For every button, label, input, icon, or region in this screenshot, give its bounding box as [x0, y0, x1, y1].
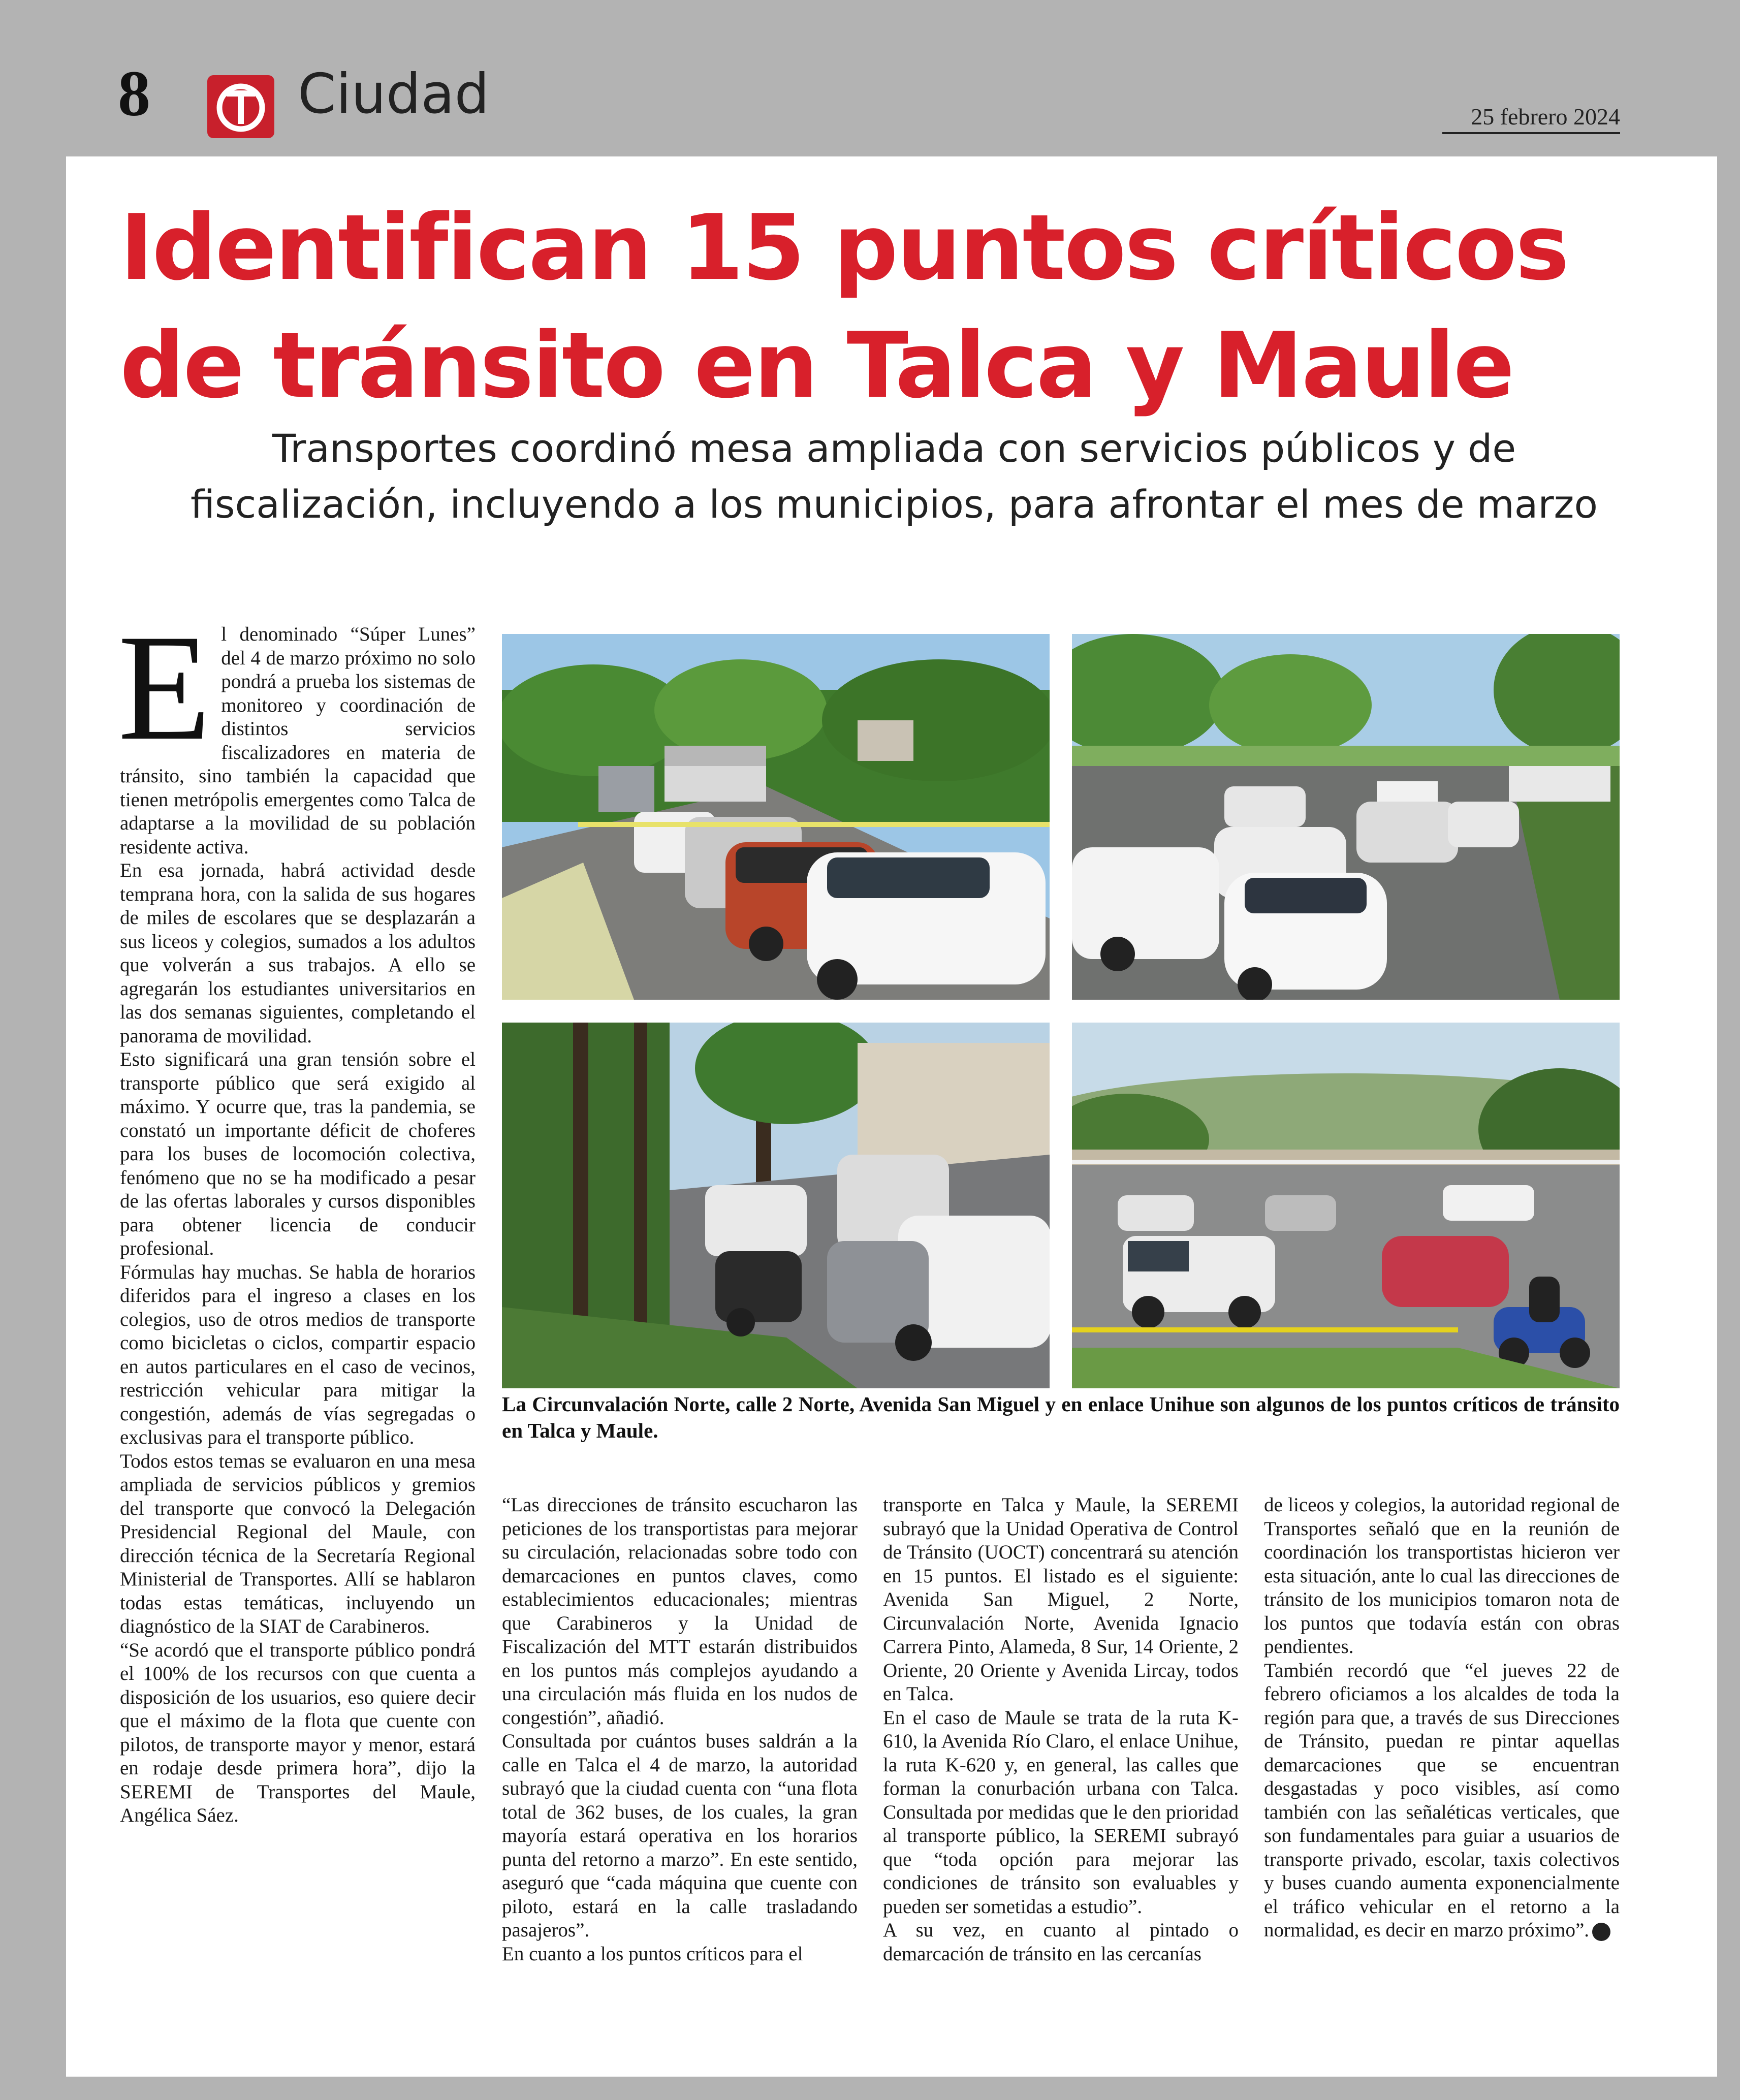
traffic-photo-circunvalacion [502, 634, 1050, 1000]
paragraph: En esa jornada, habrá actividad desde temprana hora, con la salida de sus hogares de miles de escolares que se desplazarán a sus liceos y colegios, sumados a los adultos que volverán a sus trabajos. A ello se agregarán los estudiantes universitarios en las dos semanas siguientes, completando el panorama de movilidad. [120, 860, 476, 1047]
end-of-article-icon [1592, 1923, 1610, 1941]
traffic-photo-san-miguel [502, 1023, 1050, 1388]
newspaper-logo-icon [207, 75, 274, 138]
paragraph: También recordó que “el jueves 22 de febrero oficiamos a los alcaldes de toda la región para que, a través de sus Direcciones de Tránsito, puedan re pintar aquellas demarcaciones que se encuentran desgastadas y poco visibles, así como también con las señaléticas verticales, que son fundamentales para guiar a usuarios de transporte privado, escolar, taxis colectivos y buses cuando aumenta exponencialmente el tráfico vehicular en el retorno a la normalidad, es decir en marzo próximo”. [1264, 1659, 1620, 1941]
headline [120, 189, 1695, 425]
text-column-2 [502, 1493, 858, 1966]
section-label: Ciudad [298, 62, 490, 126]
headline-line-2: de tránsito en Talca y Maule [120, 313, 1513, 418]
text-column-4 [1264, 1493, 1620, 1943]
paragraph: “Las direcciones de tránsito escucharon las peticiones de los transportistas para mejorar su circulación, relacionadas sobre todo con demarcaciones en puntos claves, como establecimientos educacionales; mientras que Carabineros y la Unidad de Fiscalización del MTT estarán distribuidos en los puntos más complejos ayudando a una circulación más fluida en los nudos de congestión”, añadió. [502, 1494, 858, 1729]
paragraph: Esto significará una gran tensión sobre el transporte público que será exigido al máximo. Y ocurre que, tras la pandemia, se constató un importante déficit de choferes para los buses de locomoción colectiva, fenómeno que no se ha modificado a pesar de las ofertas laborales y cursos disponibles para obtener licencia de conducir profesional. [120, 1048, 476, 1259]
paragraph: Todos estos temas se evaluaron en una mesa ampliada de servicios públicos y gremios del transporte que convocó la Delegación Presidencial Regional del Maule, con dirección técnica de la Secretaría Regional Ministerial de Transportes. Allí se hablaron todas estas temáticas, incluyendo un diagnóstico de la SIAT de Carabineros. [120, 1450, 476, 1637]
article-sheet [66, 156, 1717, 2077]
subtitle: Transportes coordinó mesa ampliada con servicios públicos y de fiscalización, incluyendo a los municipios, para afrontar el mes de marzo [191, 426, 1598, 527]
paragraph: En el caso de Maule se trata de la ruta K-610, la Avenida Río Claro, el enlace Unihue, la ruta K-620 y, en general, las calles que forman la conurbación urbana con Talca. Consultada por medidas que le den prioridad al transporte público, la SEREMI subrayó que “toda opción para mejorar las condiciones de tránsito son evaluables y pueden ser sometidas a estudio”. [883, 1706, 1239, 1918]
text-column-1 [118, 603, 476, 1828]
paragraph: transporte en Talca y Maule, la SEREMI subrayó que la Unidad Operativa de Control de Tránsito (UOCT) concentrará su atención en 15 puntos. El listado es el siguiente: Avenida San Miguel, 2 Norte, Circunvalación Norte, Avenida Ignacio Carrera Pinto, Alameda, 8 Sur, 14 Oriente, 2 Oriente, 20 Oriente y Avenida Lircay, todos en Talca. [883, 1494, 1239, 1705]
paragraph: Fórmulas hay muchas. Se habla de horarios diferidos para el ingreso a clases en los colegios, uso de otros medios de transporte como bicicletas o ciclos, compartir espacio en autos particulares en el caso de vecinos, restricción vehicular para mitigar la congestión, además de vías segregadas o exclusivas para el transporte público. [120, 1261, 476, 1448]
paragraph: Consultada por cuántos buses saldrán a la calle en Talca el 4 de marzo, la autoridad subrayó que la ciudad cuenta con “una flota total de 362 buses, de los cuales, la gran mayoría estará operativa en los horarios punta del retorno a marzo”. En este sentido, aseguró que “cada máquina que cuente con piloto, estará en la calle trasladando pasajeros”. [502, 1730, 858, 1941]
headline-line-1: Identifican 15 puntos críticos [120, 195, 1568, 300]
issue-date: 25 febrero 2024 [1442, 104, 1620, 134]
drop-cap: E [118, 603, 211, 772]
traffic-photo-unihue [1072, 1023, 1620, 1388]
photo-grid [502, 634, 1620, 1391]
photo-caption: La Circunvalación Norte, calle 2 Norte, Avenida San Miguel y en enlace Unihue son algunos de los puntos críticos de tránsito en Talca y Maule. [502, 1392, 1620, 1442]
traffic-photo-2-norte [1072, 634, 1620, 1000]
paragraph: El denominado “Súper Lunes” del 4 de marzo próximo no solo pondrá a prueba los sistemas de monitoreo y coordinación de distintos servicios fiscalizadores en materia de tránsito, sino también la capacidad que tienen metrópolis emergentes como Talca de adaptarse a la movilidad de su población residente activa. [118, 603, 476, 858]
page-number: 8 [118, 57, 150, 130]
paragraph: de liceos y colegios, la autoridad regional de Transportes señaló que en la reunión de coordinación los transportistas hicieron ver esta situación, ante lo cual las direcciones de tránsito de los municipios tomaron nota de los puntos que todavía están con obras pendientes. [1264, 1494, 1620, 1658]
paragraph: En cuanto a los puntos críticos para el [502, 1943, 803, 1965]
text-column-3 [883, 1493, 1239, 1966]
paragraph: A su vez, en cuanto al pintado o demarcación de tránsito en las cercanías [883, 1919, 1239, 1965]
paragraph: “Se acordó que el transporte público pondrá el 100% de los recursos con que cuenta a disposición de los usuarios, eso quiere decir que el máximo de la flota que cuente con pilotos, de transporte mayor y menor, estará en rodaje desde primera hora”, dijo la SEREMI de Transportes del Maule, Angélica Sáez. [120, 1639, 476, 1826]
